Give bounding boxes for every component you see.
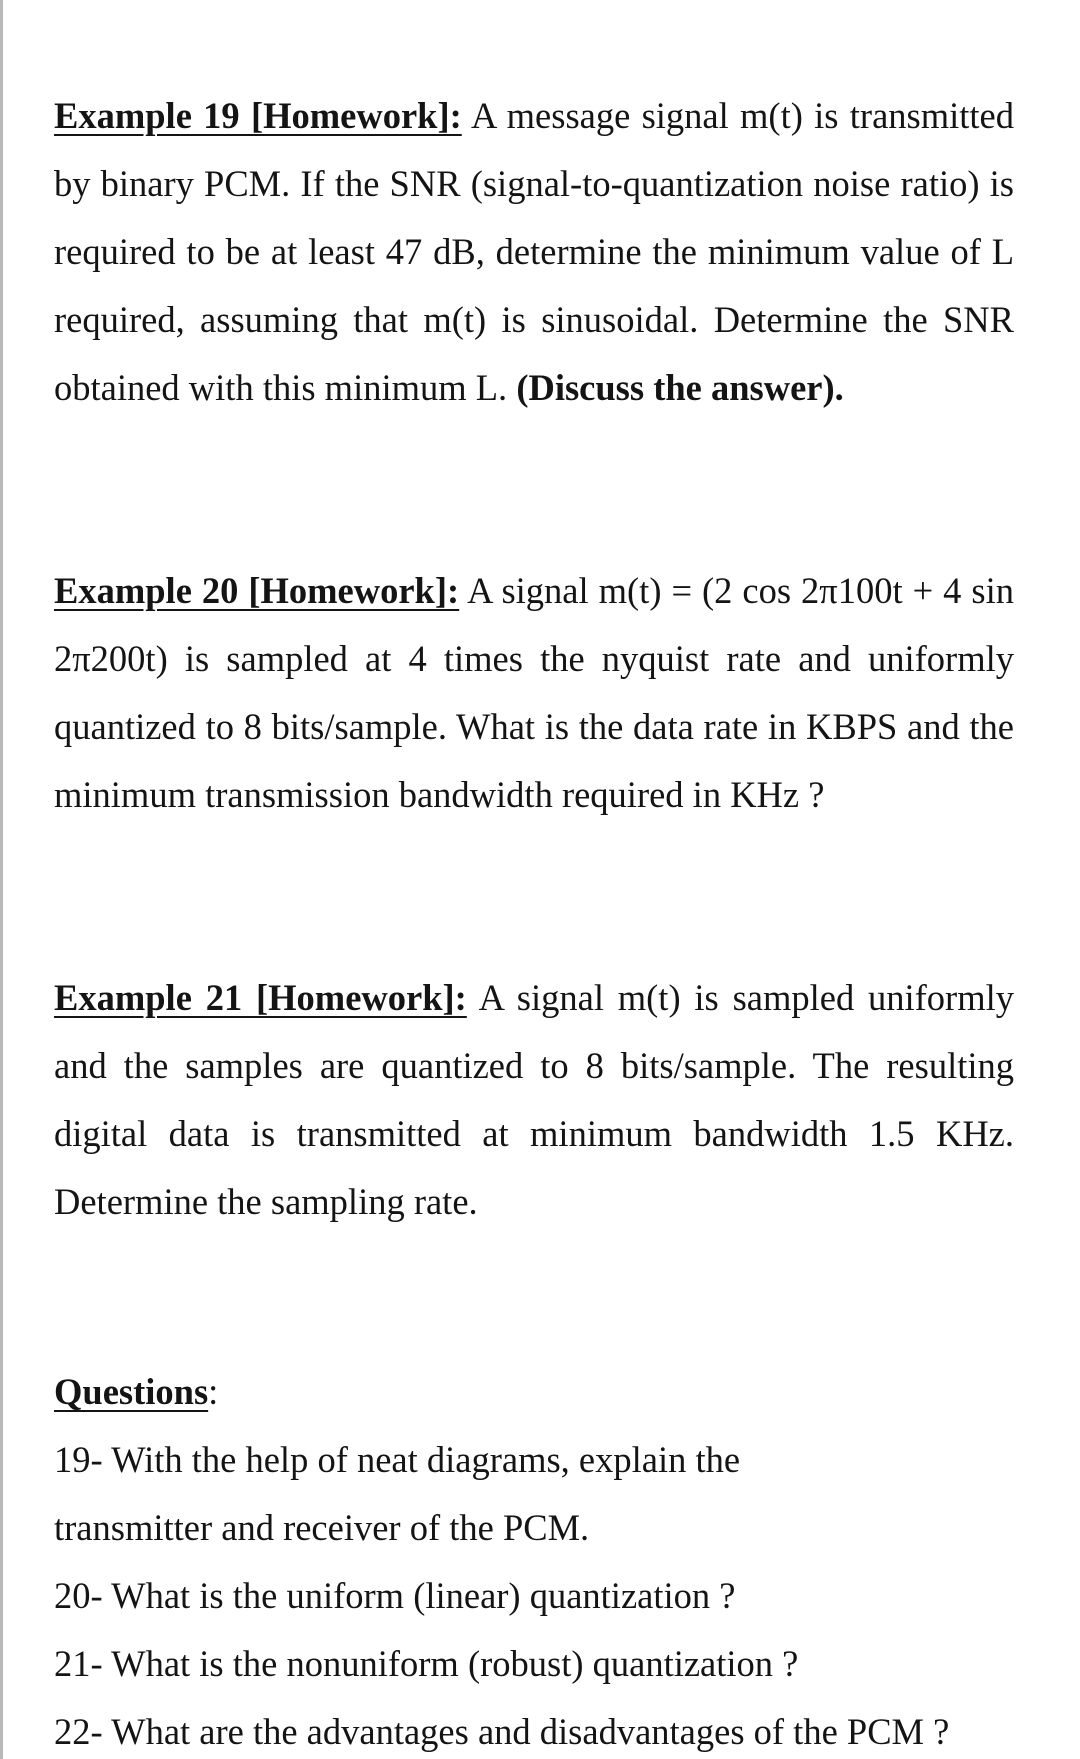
example-20-body: A signal m(t) = (2 cos 2π100t + 4 sin 2π200t) is sampled at 4 times the nyquist rate and uniformly quantized to 8 bits/sample. What is the data rate in KBPS and the minimum transmission bandwidth required in KHz ? — [54, 570, 1014, 815]
question-21: 21- What is the nonuniform (robust) quantization ? — [54, 1643, 799, 1684]
question-22: 22- What are the advantages and disadvantages of the PCM ? — [54, 1711, 950, 1752]
example-19 — [54, 82, 1014, 422]
example-21-body: A signal m(t) is sampled uniformly and the samples are quantized to 8 bits/sample. The resulting digital data is transmitted at minimum bandwidth 1.5 KHz. Determine the sampling rate. — [54, 977, 1014, 1222]
example-20 — [54, 557, 1014, 829]
example-21-heading: Example 21 [Homework]: — [54, 977, 467, 1018]
questions-colon: : — [208, 1371, 219, 1412]
example-19-heading: Example 19 [Homework]: — [54, 95, 462, 136]
questions-heading — [54, 1358, 1014, 1426]
left-border-line — [0, 0, 3, 1759]
example-19-body: A message signal m(t) is transmitted by binary PCM. If the SNR (signal-to-quantization noise ratio) is required to be at least 47 dB, determine the minimum value of L required, assuming that m(t) is sinusoidal. Determine the SNR obtained with this minimum L. — [54, 95, 1014, 408]
questions-section — [54, 1358, 1014, 1759]
question-20: 20- What is the uniform (linear) quantization ? — [54, 1575, 736, 1616]
question-19: 19- With the help of neat diagrams, explain the transmitter and receiver of the PCM. — [54, 1439, 741, 1548]
example-21 — [54, 964, 1014, 1236]
questions-title: Questions — [54, 1371, 209, 1412]
document-page — [54, 82, 1014, 1759]
example-19-emphasis: (Discuss the answer). — [516, 367, 844, 408]
example-20-heading: Example 20 [Homework]: — [54, 570, 460, 611]
